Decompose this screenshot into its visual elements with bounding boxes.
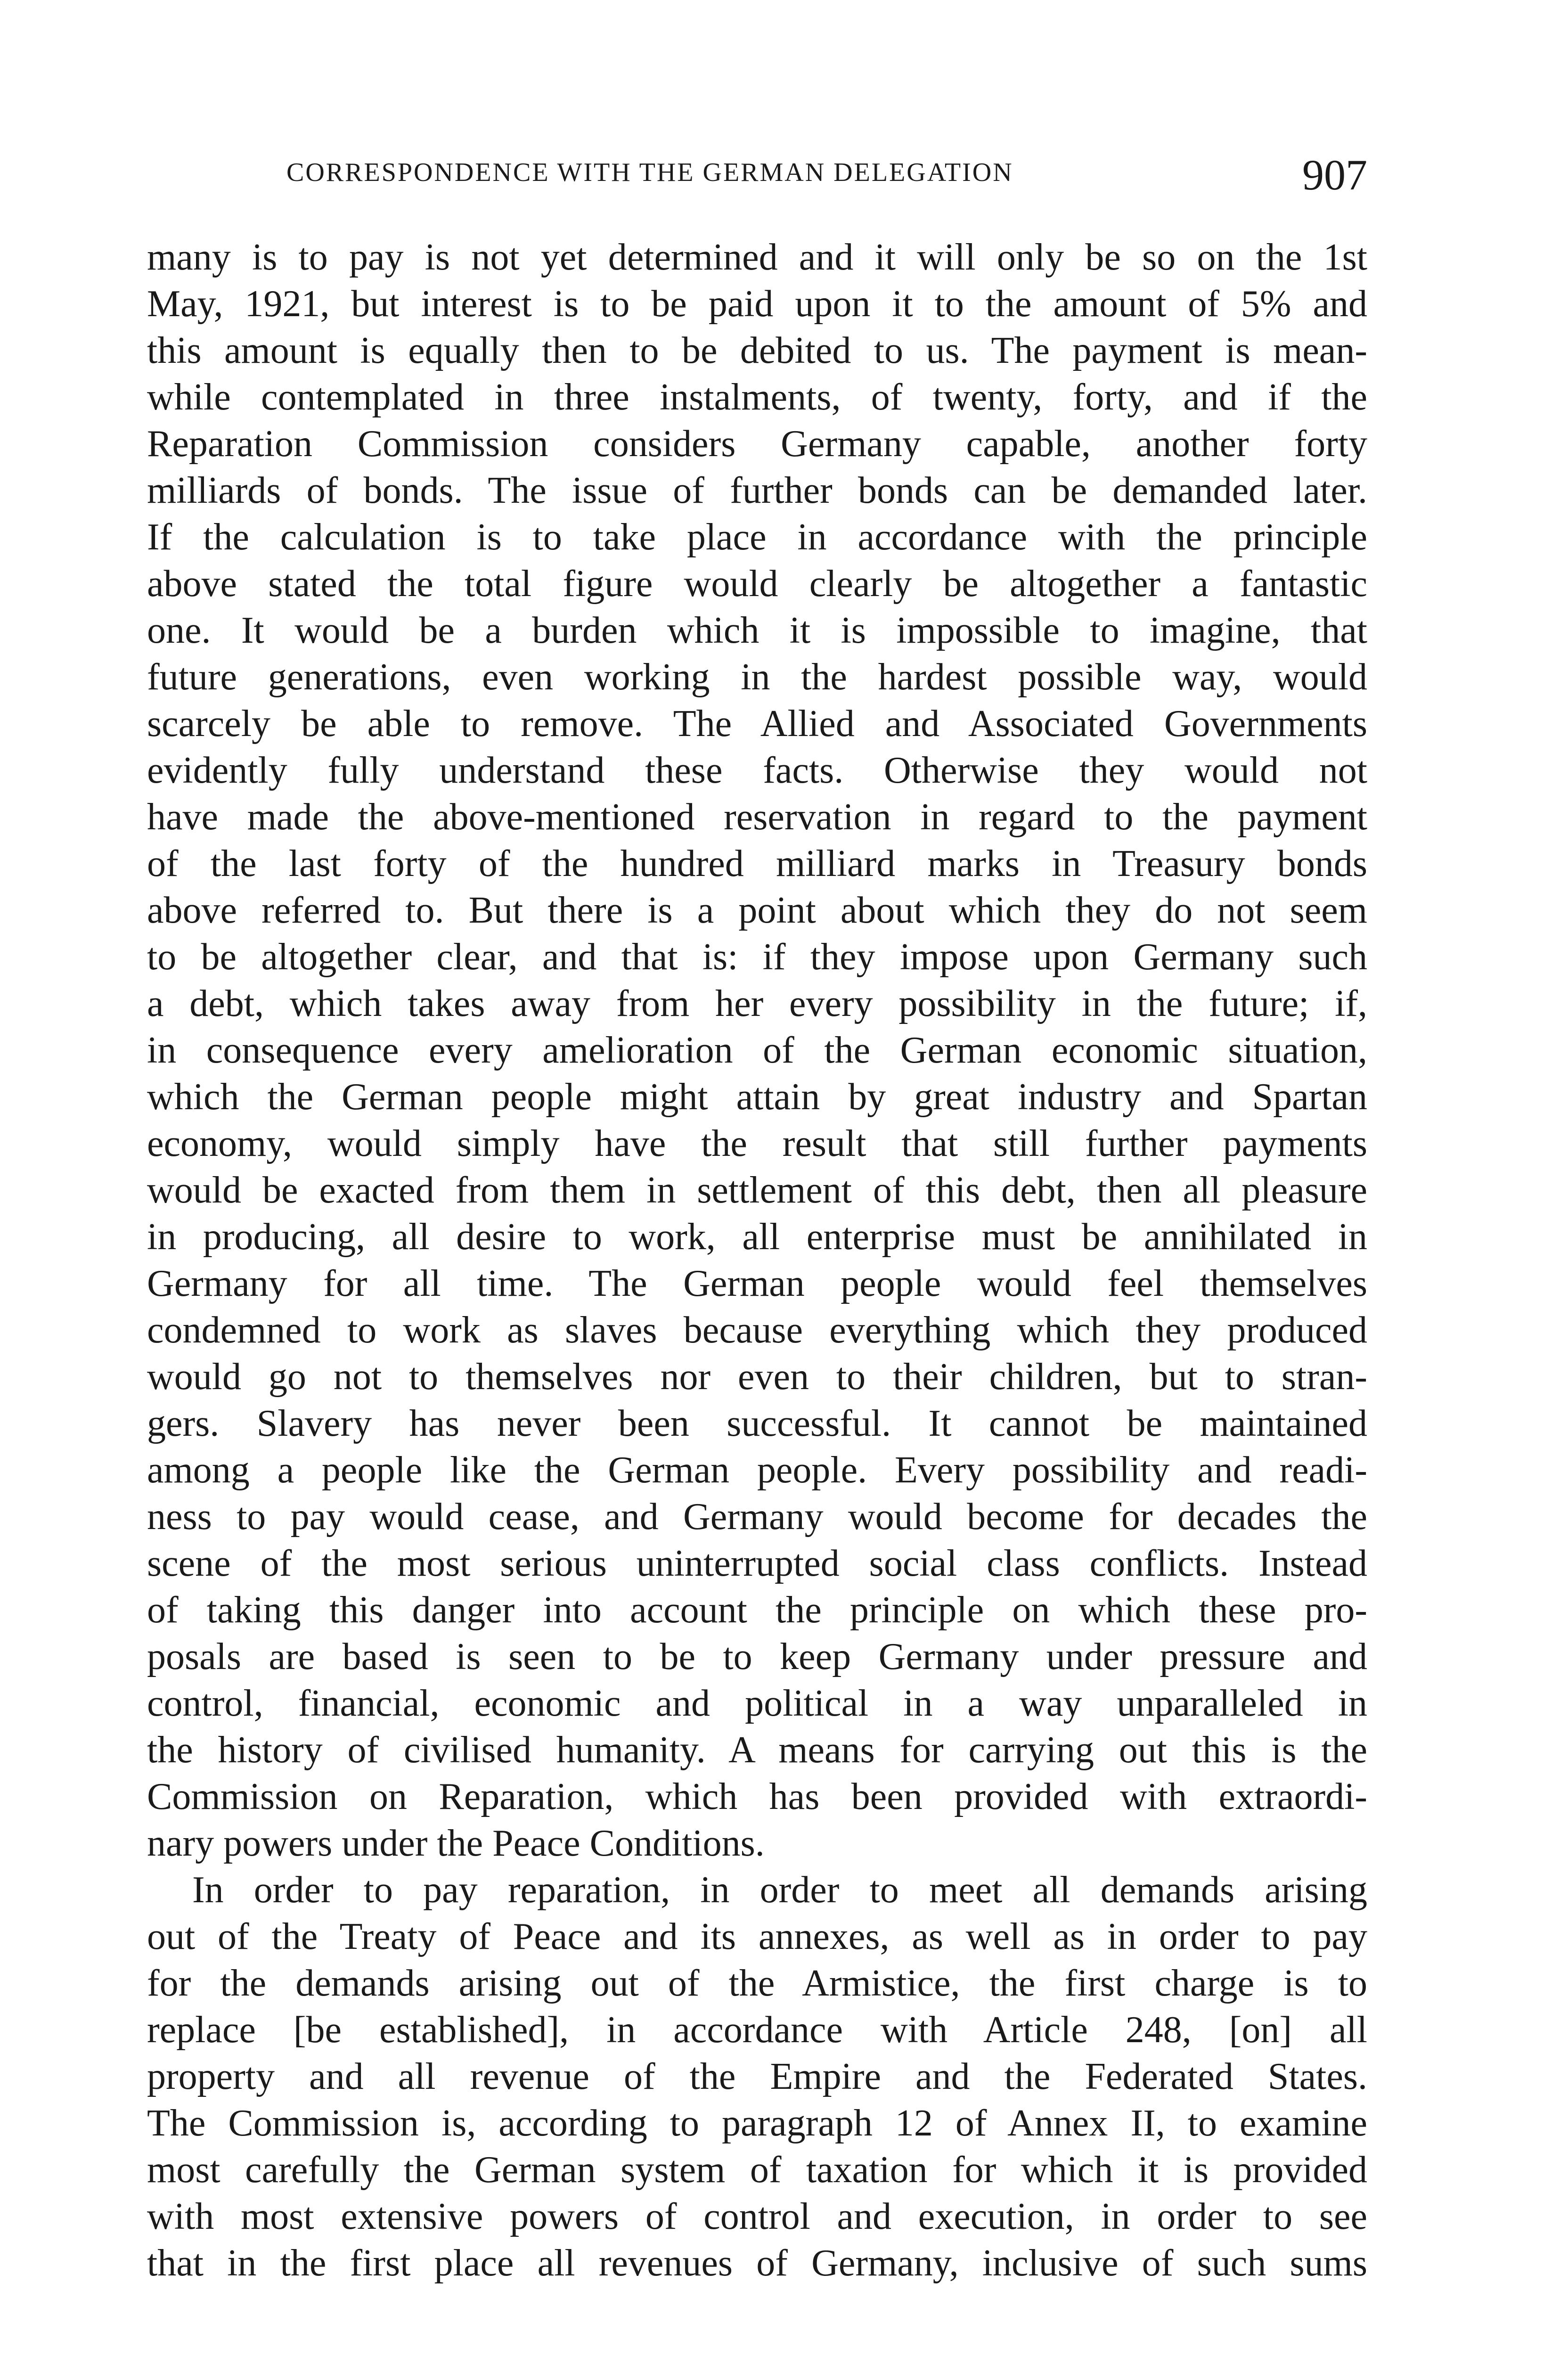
text-line: gers. Slavery has never been successful. It cannot be maintained — [147, 1403, 1367, 1444]
text-line: scarcely be able to remove. The Allied and Associated Governments — [147, 703, 1367, 744]
text-line: one. It would be a burden which it is impossible to imagine, that — [147, 610, 1367, 651]
text-line: If the calculation is to take place in accordance with the principle — [147, 516, 1367, 558]
text-line: of the last forty of the hundred milliard marks in Treasury bonds — [147, 843, 1367, 884]
text-line: would go not to themselves nor even to their children, but to stran- — [147, 1356, 1367, 1398]
text-line: property and all revenue of the Empire and the Federated States. — [147, 2056, 1367, 2097]
text-line: evidently fully understand these facts. Otherwise they would not — [147, 750, 1367, 791]
text-line: in consequence every amelioration of the German economic situation, — [147, 1030, 1367, 1071]
text-line: that in the first place all revenues of Germany, inclusive of such sums — [147, 2242, 1367, 2284]
text-line: milliards of bonds. The issue of further bonds can be demanded later. — [147, 470, 1367, 511]
text-line: out of the Treaty of Peace and its annexes, as well as in order to pay — [147, 1916, 1367, 1957]
running-head — [147, 152, 1367, 199]
text-line: posals are based is seen to be to keep Germany under pressure and — [147, 1636, 1367, 1677]
text-line: The Commission is, according to paragraph 12 of Annex II, to examine — [147, 2102, 1367, 2144]
text-line: above stated the total figure would clearly be altogether a fantastic — [147, 563, 1367, 605]
text-line: of taking this danger into account the principle on which these pro- — [147, 1589, 1367, 1631]
text-line: most carefully the German system of taxation for which it is provided — [147, 2149, 1367, 2191]
text-line: a debt, which takes away from her every possibility in the future; if, — [147, 983, 1367, 1024]
page-number: 907 — [1302, 151, 1367, 199]
text-line: in producing, all desire to work, all enterprise must be annihilated in — [147, 1216, 1367, 1258]
text-line: have made the above-mentioned reservation in regard to the payment — [147, 796, 1367, 838]
text-line: condemned to work as slaves because everything which they produced — [147, 1309, 1367, 1351]
text-line: future generations, even working in the hardest possible way, would — [147, 656, 1367, 698]
text-line: which the German people might attain by great industry and Spartan — [147, 1076, 1367, 1118]
text-line: control, financial, economic and political in a way unparalleled in — [147, 1683, 1367, 1724]
text-line: ness to pay would cease, and Germany would become for decades the — [147, 1496, 1367, 1538]
text-line: May, 1921, but interest is to be paid upon it to the amount of 5% and — [147, 283, 1367, 325]
text-line: while contemplated in three instalments, of twenty, forty, and if the — [147, 376, 1367, 418]
text-line: nary powers under the Peace Conditions. — [147, 1823, 765, 1864]
text-line: many is to pay is not yet determined and it will only be so on the 1st — [147, 237, 1367, 278]
text-line: Germany for all time. The German people would feel themselves — [147, 1263, 1367, 1304]
text-line: above referred to. But there is a point about which they do not seem — [147, 890, 1367, 931]
body-text — [147, 234, 1367, 2287]
text-line: would be exacted from them in settlement of this debt, then all pleasure — [147, 1170, 1367, 1211]
text-line: replace [be established], in accordance with Article 248, [on] all — [147, 2009, 1367, 2051]
text-line: In order to pay reparation, in order to meet all demands arising — [192, 1869, 1367, 1911]
running-title: CORRESPONDENCE WITH THE GERMAN DELEGATION — [286, 158, 1013, 187]
text-line: Commission on Reparation, which has been provided with extraordi- — [147, 1776, 1367, 1817]
text-line: economy, would simply have the result that still further payments — [147, 1123, 1367, 1164]
text-line: scene of the most serious uninterrupted social class conflicts. Instead — [147, 1543, 1367, 1584]
text-line: this amount is equally then to be debited to us. The payment is mean- — [147, 330, 1367, 371]
text-line: Reparation Commission considers Germany capable, another forty — [147, 423, 1367, 465]
text-line: for the demands arising out of the Armistice, the first charge is to — [147, 1963, 1367, 2004]
text-line: among a people like the German people. Every possibility and readi- — [147, 1449, 1367, 1491]
text-line: to be altogether clear, and that is: if they impose upon Germany such — [147, 936, 1367, 978]
text-line: with most extensive powers of control and execution, in order to see — [147, 2196, 1367, 2237]
text-line: the history of civilised humanity. A means for carrying out this is the — [147, 1729, 1367, 1771]
